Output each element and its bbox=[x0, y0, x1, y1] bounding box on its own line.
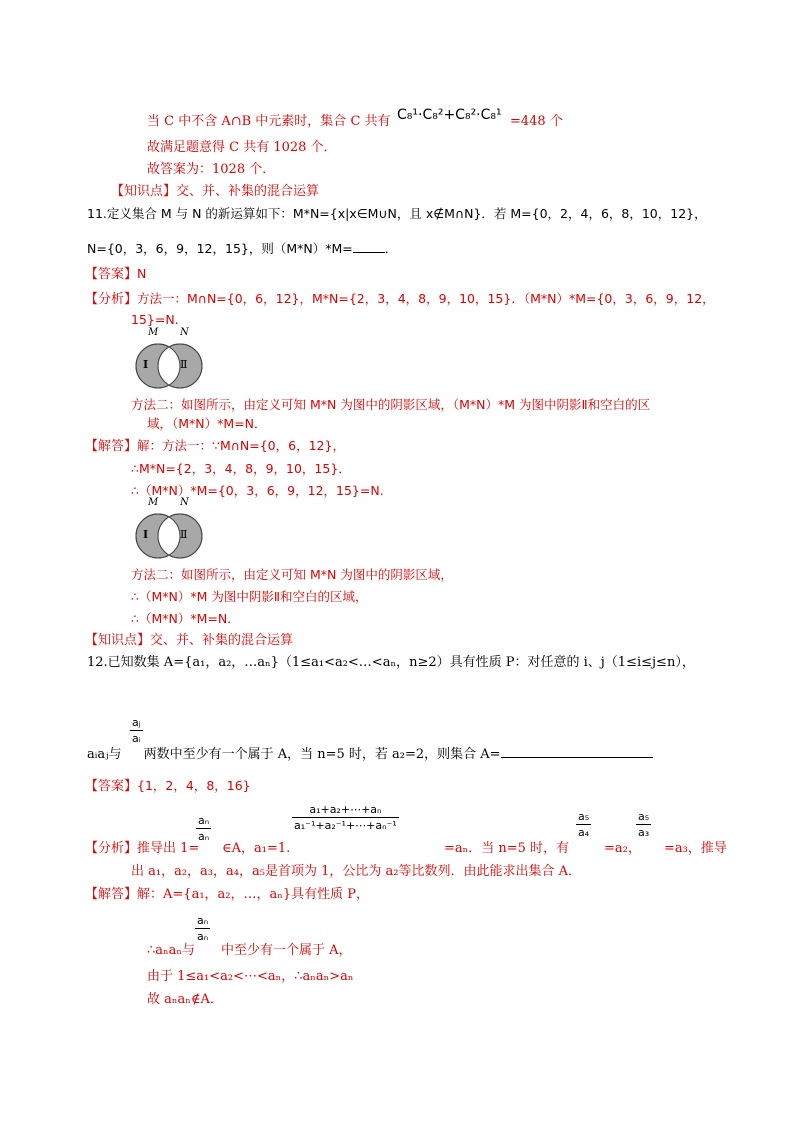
denominator: aₙ bbox=[197, 930, 209, 943]
question-11-line2 bbox=[87, 240, 397, 258]
set-n-label: N bbox=[180, 497, 189, 508]
solution-tag: 【解答】 bbox=[85, 887, 138, 902]
text: 方法一：M∩N={0，6，12}，M*N={2，3，4，8，9，10，15}．（M*N）*M={0，3，6，9，12， bbox=[137, 291, 715, 306]
text: N={0，3，6，9，12，15}，则（M*N）*M= bbox=[87, 241, 353, 256]
text: =aₙ．当 n=5 时，有 bbox=[444, 841, 570, 856]
venn-diagram bbox=[128, 498, 208, 560]
question-12-line1: 12.已知数集 A={a₁，a₂，…aₙ}（1≤a₁<a₂<…<aₙ，n≥2）具有性质 P：对任意的 i、j（1≤i≤j≤n）， bbox=[87, 655, 695, 670]
venn-diagram bbox=[128, 328, 208, 390]
fraction bbox=[636, 810, 651, 839]
text-line: 故满足题意得 C 共有 1028 个． bbox=[147, 140, 337, 155]
fraction-bar bbox=[130, 730, 143, 731]
region-1-label: Ⅰ bbox=[143, 528, 149, 541]
text-line: 出 a₁，a₂，a₃，a₄，a₅是首项为 1，公比为 a₂等比数列．由此能求出集合 A． bbox=[131, 864, 581, 879]
answer-tag: 【答案】 bbox=[85, 267, 138, 282]
fraction-bar bbox=[576, 824, 591, 825]
text-line: 15}=N. bbox=[131, 312, 179, 327]
answer-value: N bbox=[137, 266, 147, 281]
solution-line bbox=[85, 886, 369, 904]
denominator: aᵢ bbox=[132, 732, 141, 745]
knowledge-point: 【知识点】交、并、补集的混合运算 bbox=[111, 184, 320, 199]
analysis-line bbox=[85, 840, 199, 858]
fraction bbox=[292, 803, 399, 832]
combination-text: C₈¹·C₈²+C₈²·C₈¹ bbox=[397, 107, 502, 123]
knowledge-point: 【知识点】交、并、补集的混合运算 bbox=[85, 633, 294, 648]
fraction-bar bbox=[636, 824, 651, 825]
numerator: aₙ bbox=[197, 914, 209, 927]
text: aᵢaⱼ与 bbox=[87, 747, 122, 762]
text-line: 由于 1≤a₁<a₂<⋯<aₙ，∴aₙaₙ>aₙ bbox=[147, 969, 354, 984]
analysis-line bbox=[85, 290, 715, 309]
text-line: ∴（M*N）*M={0，3，6，9，12，15}=N. bbox=[131, 483, 384, 498]
set-m-label: M bbox=[148, 497, 159, 508]
fraction bbox=[196, 814, 211, 843]
text-line: 故 aₙaₙ∉A． bbox=[147, 992, 223, 1007]
combination-expression bbox=[397, 106, 502, 124]
text-line bbox=[147, 942, 352, 960]
fraction-bar bbox=[196, 828, 211, 829]
numerator: a₅ bbox=[638, 810, 650, 823]
numerator: aⱼ bbox=[132, 716, 141, 729]
solution-line bbox=[85, 437, 345, 456]
solution-tag: 【解答】 bbox=[85, 439, 138, 454]
text: =a₃，推导 bbox=[664, 841, 727, 856]
fraction bbox=[576, 810, 591, 839]
text: 推导出 1= bbox=[137, 841, 200, 856]
fraction bbox=[195, 914, 210, 943]
text: 解：方法一：∵M∩N={0，6，12}， bbox=[137, 438, 345, 453]
denominator: aₙ bbox=[198, 830, 210, 843]
denominator: a₁⁻¹+a₂⁻¹+⋯+aₙ⁻¹ bbox=[294, 819, 397, 832]
answer-line bbox=[85, 777, 251, 796]
region-1-label: Ⅰ bbox=[143, 358, 149, 371]
question-12-line2 bbox=[87, 745, 653, 764]
text: ∈A，a₁=1. bbox=[222, 841, 291, 856]
text-line: ∴（M*N）*M 为图中阴影Ⅱ和空白的区域， bbox=[131, 589, 368, 604]
answer-value: {1，2，4，8，16} bbox=[137, 778, 251, 793]
analysis-tag: 【分析】 bbox=[85, 841, 138, 856]
text-line: ∴（M*N）*M=N． bbox=[131, 611, 240, 626]
text: =a₂， bbox=[604, 841, 641, 856]
text: =448 个 bbox=[510, 114, 563, 129]
text: ∴aₙaₙ与 bbox=[147, 943, 196, 958]
text-line bbox=[147, 113, 391, 131]
numerator: a₁+a₂+⋯+aₙ bbox=[309, 803, 382, 816]
region-2-label: Ⅱ bbox=[180, 358, 188, 371]
text-line: 方法二：如图所示，由定义可知 M*N 为图中的阴影区域，（M*N）*M 为图中阴影Ⅱ和空白的区 bbox=[131, 397, 651, 412]
fraction bbox=[130, 716, 143, 745]
question-11-line1: 11.定义集合 M 与 N 的新运算如下：M*N={x|x∈M∪N，且 x∉M∩N}．若 M={0，2，4，6，8，10，12}， bbox=[87, 206, 707, 221]
analysis-tag: 【分析】 bbox=[85, 292, 138, 307]
text: 两数中至少有一个属于 A，当 n=5 时，若 a₂=2，则集合 A= bbox=[143, 747, 501, 762]
text: ． bbox=[384, 241, 398, 256]
answer-blank bbox=[353, 240, 385, 253]
fraction-bar bbox=[195, 928, 210, 929]
numerator: a₅ bbox=[578, 810, 590, 823]
text: 中至少有一个属于 A， bbox=[221, 943, 352, 958]
text-line bbox=[510, 113, 563, 131]
answer-blank bbox=[501, 745, 653, 758]
text: 当 C 中不含 A∩B 中元素时，集合 C 共有 bbox=[147, 114, 391, 129]
fraction-bar bbox=[292, 817, 399, 818]
text-line: 域，（M*N）*M=N． bbox=[147, 416, 267, 431]
text-line: 故答案为：1028 个． bbox=[147, 162, 276, 177]
answer-line bbox=[85, 265, 146, 284]
denominator: a₃ bbox=[638, 826, 650, 839]
set-n-label: N bbox=[180, 327, 189, 338]
denominator: a₄ bbox=[578, 826, 590, 839]
set-m-label: M bbox=[148, 327, 159, 338]
text: 解：A={a₁，a₂，…，aₙ}具有性质 P， bbox=[137, 887, 370, 902]
text-line: ∴M*N={2，3，4，8，9，10，15}． bbox=[131, 461, 351, 476]
answer-tag: 【答案】 bbox=[85, 779, 138, 794]
numerator: aₙ bbox=[198, 814, 210, 827]
region-2-label: Ⅱ bbox=[180, 528, 188, 541]
text-line: 方法二：如图所示，由定义可知 M*N 为图中的阴影区域， bbox=[131, 567, 453, 582]
